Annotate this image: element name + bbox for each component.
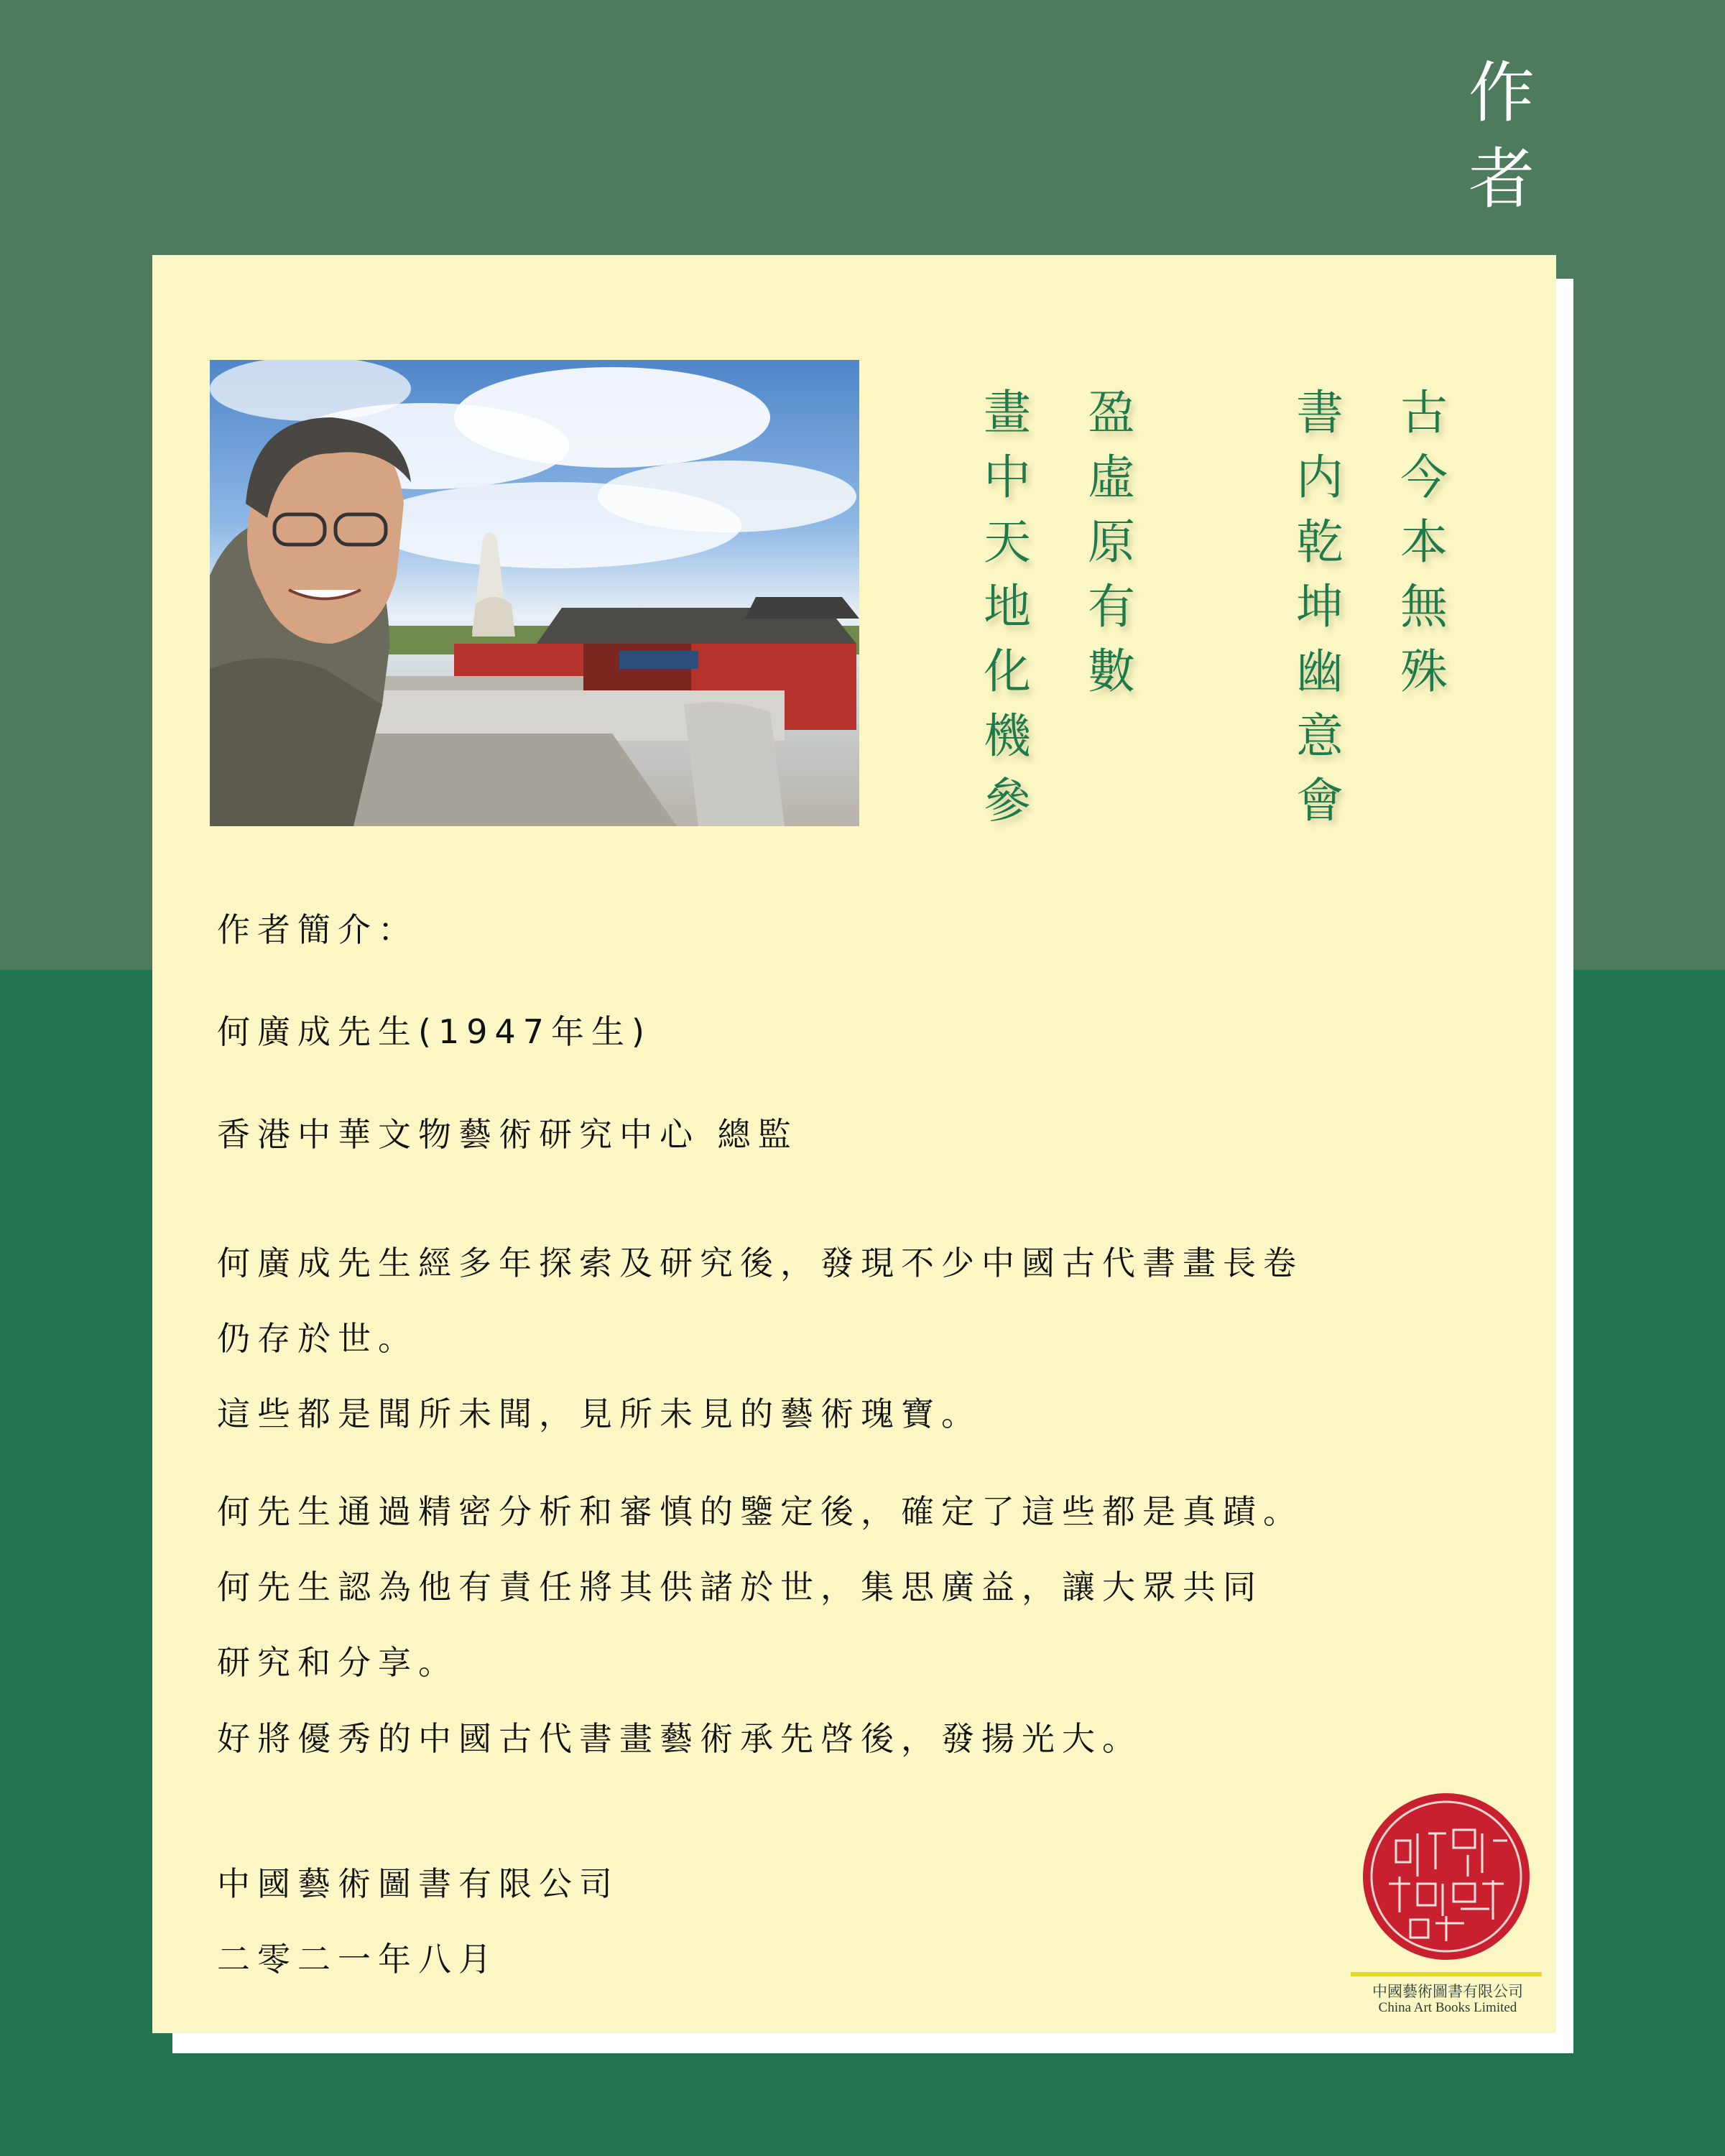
poem-column-2 (1287, 381, 1352, 833)
poem-char: 數 (1088, 644, 1135, 699)
poem-char: 會 (1296, 773, 1344, 828)
bio-paragraph-line: 何先生認為他有責任將其供諸於世，集思廣益，讓大眾共同 (217, 1568, 1263, 1606)
poem-char: 無 (1400, 579, 1448, 634)
poem-char: 内 (1296, 450, 1344, 505)
poem-char: 機 (984, 708, 1031, 764)
poem-column-1 (1392, 381, 1456, 704)
poem-char: 書 (1296, 385, 1344, 440)
bio-paragraph-line: 這些都是聞所未聞，見所未見的藝術瑰寶。 (217, 1394, 981, 1433)
poem-column-4 (975, 381, 1040, 833)
poem-char: 天 (984, 514, 1031, 570)
seal-underline (1351, 1972, 1542, 1976)
bio-paragraph-line: 好將優秀的中國古代書畫藝術承先啓後，發揚光大。 (217, 1719, 1142, 1758)
bio-paragraph-line: 何先生通過精密分析和審慎的鑒定後，確定了這些都是真蹟。 (217, 1492, 1303, 1531)
poem-char: 中 (984, 450, 1031, 505)
red-seal-stamp (1360, 1790, 1532, 1963)
publish-date: 二零二一年八月 (217, 1940, 499, 1979)
poem-char: 參 (984, 773, 1031, 828)
poem-char: 意 (1296, 708, 1344, 764)
poem-char: 化 (984, 644, 1031, 699)
poem-char: 今 (1400, 450, 1448, 505)
bio-paragraph-line: 研究和分享。 (217, 1643, 458, 1682)
seal-caption-chinese: 中國藝術圖書有限公司 (1372, 1983, 1523, 2000)
author-photo (210, 360, 859, 826)
poem-char: 古 (1400, 385, 1448, 440)
page-heading-char: 作 (1468, 55, 1535, 131)
poem-char: 乾 (1296, 514, 1344, 570)
poem-char: 地 (984, 579, 1031, 634)
poem-char: 盈 (1088, 385, 1135, 440)
poem-char: 坤 (1296, 579, 1344, 634)
page-heading-char: 者 (1468, 141, 1535, 218)
bio-heading: 作者簡介： (217, 910, 418, 949)
seal-caption-english: China Art Books Limited (1378, 2000, 1517, 2015)
bio-paragraph-line: 何廣成先生經多年探索及研究後，發現不少中國古代書畫長卷 (217, 1244, 1303, 1282)
poem-char: 幽 (1296, 644, 1344, 699)
poem-char: 殊 (1400, 644, 1448, 699)
poem-column-3 (1079, 381, 1144, 704)
author-name: 何廣成先生(1947年生) (217, 1012, 652, 1051)
poem-char: 有 (1088, 579, 1135, 634)
poem-char: 畫 (984, 385, 1031, 440)
bio-paragraph-line: 仍存於世。 (217, 1319, 418, 1358)
author-title: 香港中華文物藝術研究中心 總監 (217, 1115, 798, 1154)
publisher-name: 中國藝術圖書有限公司 (217, 1864, 619, 1903)
poem-char: 原 (1088, 514, 1135, 570)
poem-char: 本 (1400, 514, 1448, 570)
poem-char: 虛 (1088, 450, 1135, 505)
page-heading (1455, 50, 1548, 223)
